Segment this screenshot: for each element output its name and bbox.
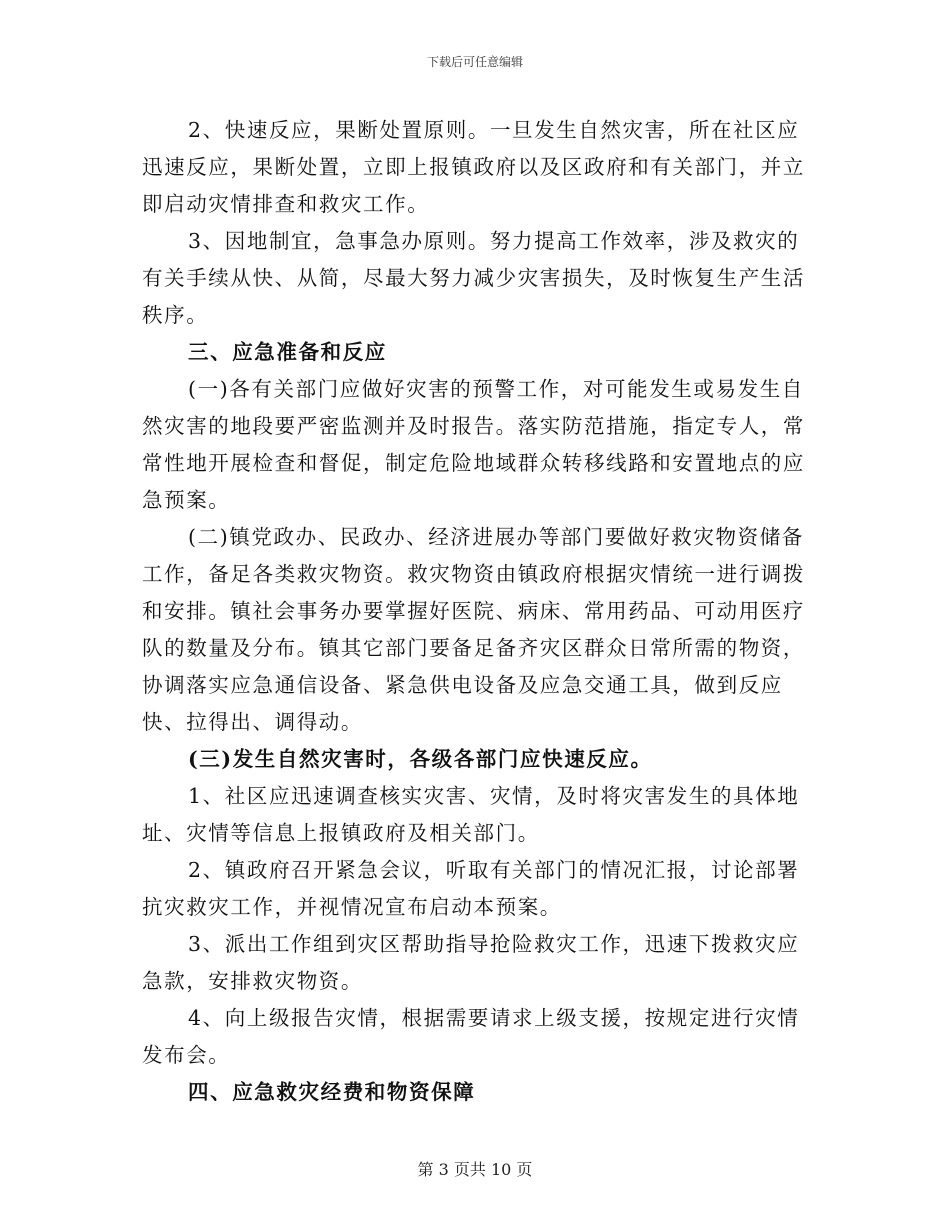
paragraph-principle-3: 3、因地制宜，急事急办原则。努力提高工作效率，涉及救灾的有关手续从快、从简，尽最大努力减少灾害损失，及时恢复生产生活秩序。 [142, 229, 805, 327]
paragraph-response-3: 3、派出工作组到灾区帮助指导抢险救灾工作，迅速下拨救灾应急款，安排救灾物资。 [142, 932, 800, 993]
paragraph-prep-1: (一)各有关部门应做好灾害的预警工作，对可能发生或易发生自然灾害的地段要严密监测并及时报告。落实防范措施，指定专人，常常性地开展检查和督促，制定危险地域群众转移线路和安置地点的应急预案。 [142, 377, 805, 512]
page-header: 下载后可任意编辑 [426, 55, 523, 69]
paragraph-response-4: 4、向上级报告灾情，根据需要请求上级支援，按规定进行灾情发布会。 [142, 1006, 800, 1067]
section-heading-3: 三、应急准备和反应 [188, 340, 387, 364]
page-footer: 第 3 页共 10 页 [417, 1160, 533, 1179]
paragraph-response-1: 1、社区应迅速调查核实灾害、灾情，及时将灾害发生的具体地址、灾情等信息上报镇政府及相关部门。 [142, 784, 800, 845]
paragraph-principle-2: 2、快速反应，果断处置原则。一旦发生自然灾害，所在社区应迅速反应，果断处置，立即上报镇政府以及区政府和有关部门，并立即启动灾情排查和救灾工作。 [142, 118, 805, 216]
paragraph-prep-2: (二)镇党政办、民政办、经济进展办等部门要做好救灾物资储备工作，备足各类救灾物资。救灾物资由镇政府根据灾情统一进行调拨和安排。镇社会事务办要掌握好医院、病床、常用药品、可动用医疗队的数量及分布。镇其它部门要备足备齐灾区群众日常所需的物资，协调落实应急通信设备、紧急供电设备及应急交通工具，做到反应快、拉得出、调得动。 [142, 525, 805, 734]
document-body [142, 112, 818, 1111]
paragraph-response-2: 2、镇政府召开紧急会议，听取有关部门的情况汇报，讨论部署抗灾救灾工作，并视情况宣布启动本预案。 [142, 858, 800, 919]
subheading-response: (三)发生自然灾害时，各级各部门应快速反应。 [188, 747, 653, 771]
section-heading-4: 四、应急救灾经费和物资保障 [188, 1080, 476, 1104]
